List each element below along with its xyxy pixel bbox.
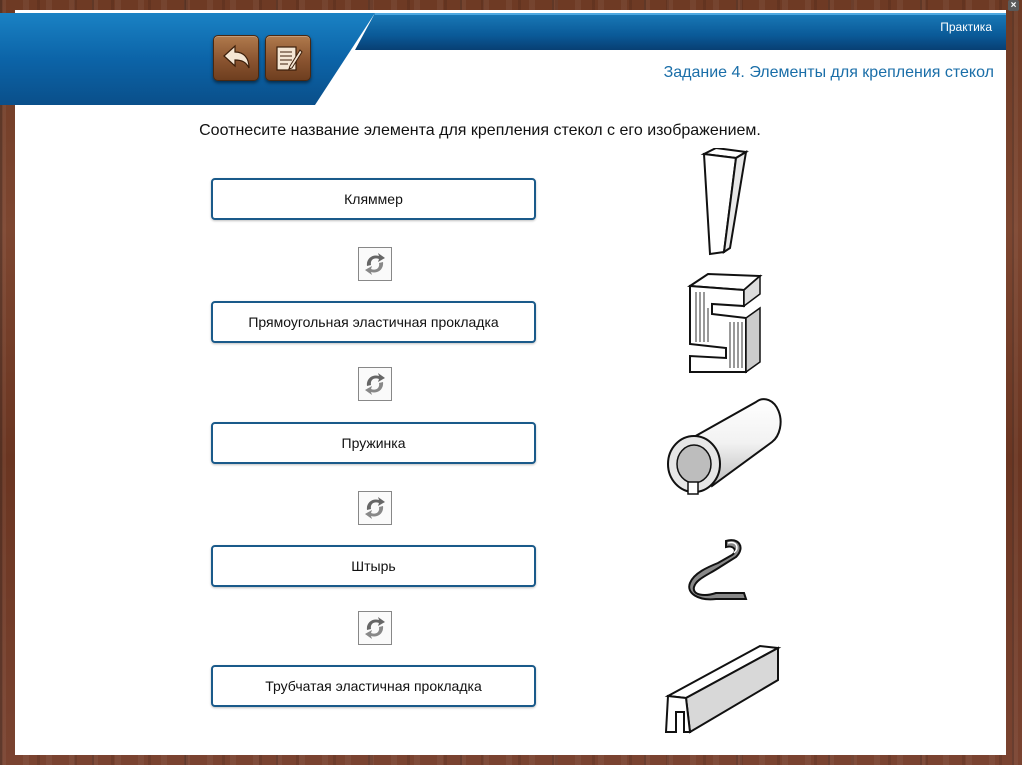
top-header-strip — [355, 13, 1006, 50]
option-card-4[interactable] — [211, 545, 536, 587]
swap-arrows-icon — [361, 614, 389, 642]
notepad-icon — [272, 42, 304, 74]
spring-clip-icon — [686, 535, 752, 601]
option-card-3[interactable] — [211, 422, 536, 464]
option-label: Прямоугольная эластичная прокладка — [248, 314, 499, 330]
swap-button-4[interactable] — [358, 611, 392, 645]
wedge-pin-icon — [690, 148, 760, 258]
swap-arrows-icon — [361, 494, 389, 522]
option-card-1[interactable] — [211, 178, 536, 220]
header-highlight — [375, 13, 1006, 15]
option-label: Штырь — [351, 558, 396, 574]
back-arrow-icon — [220, 42, 252, 74]
option-label: Пружинка — [341, 435, 406, 451]
s-profile-gasket-icon — [684, 268, 768, 380]
option-label: Трубчатая эластичная прокладка — [265, 678, 482, 694]
tube-gasket-icon — [664, 398, 784, 498]
instruction-text: Соотнесите название элемента для крепления стекол с его изображением. — [199, 122, 761, 139]
option-label: Кляммер — [344, 191, 403, 207]
swap-button-1[interactable] — [358, 247, 392, 281]
option-card-5[interactable] — [211, 665, 536, 707]
swap-arrows-icon — [361, 370, 389, 398]
left-banner — [0, 13, 375, 105]
swap-button-2[interactable] — [358, 367, 392, 401]
u-channel-gasket-icon — [660, 640, 784, 738]
swap-arrows-icon — [361, 250, 389, 278]
option-card-2[interactable] — [211, 301, 536, 343]
back-button[interactable] — [213, 35, 259, 81]
close-icon[interactable]: × — [1008, 0, 1019, 11]
section-label: Практика — [940, 20, 992, 34]
swap-button-3[interactable] — [358, 491, 392, 525]
notes-button[interactable] — [265, 35, 311, 81]
task-title: Задание 4. Элементы для крепления стекол — [663, 64, 994, 81]
